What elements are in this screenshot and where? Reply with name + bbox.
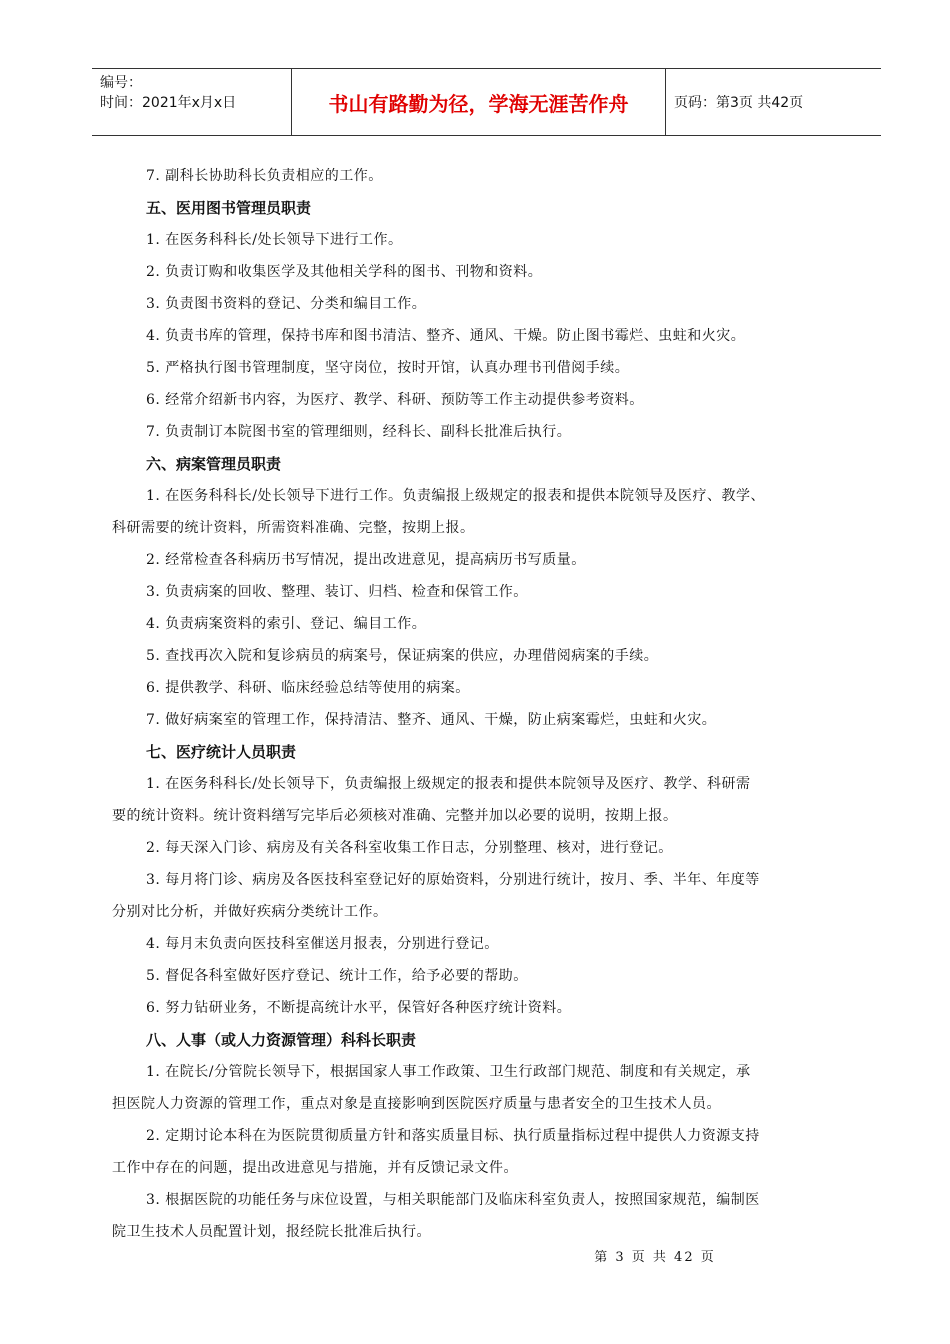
paragraph-line: 3. 每月将门诊、病房及各医技科室登记好的原始资料，分别进行统计，按月、季、半年、年度等 [146,872,760,888]
paragraph-line: 5. 严格执行图书管理制度，坚守岗位，按时开馆，认真办理书刊借阅手续。 [146,360,630,376]
paragraph-continuation: 科研需要的统计资料，所需资料准确、完整，按期上报。 [112,520,475,536]
paragraph-line: 6. 努力钻研业务，不断提高统计水平，保管好各种医疗统计资料。 [146,1000,572,1016]
paragraph-line: 6. 提供教学、科研、临床经验总结等使用的病案。 [146,680,470,696]
paragraph-continuation: 要的统计资料。统计资料缮写完毕后必须核对准确、完整并加以必要的说明，按期上报。 [112,808,678,824]
paragraph-line: 2. 每天深入门诊、病房及有关各科室收集工作日志，分别整理、核对，进行登记。 [146,840,673,856]
paragraph-line: 1. 在医务科科长/处长领导下进行工作。 [146,232,403,248]
paragraph-line: 2. 负责订购和收集医学及其他相关学科的图书、刊物和资料。 [146,264,543,280]
paragraph-line: 5. 查找再次入院和复诊病员的病案号，保证病案的供应，办理借阅病案的手续。 [146,648,659,664]
paragraph-line: 1. 在医务科科长/处长领导下，负责编报上级规定的报表和提供本院领导及医疗、教学、科研需 [146,776,751,792]
page-footer: 第 3 页 共 42 页 [594,1250,716,1265]
section-heading: 五、医用图书管理员职责 [146,199,312,217]
header-page-number: 页码：第3页 共42页 [674,95,804,111]
paragraph-line: 7. 负责制订本院图书室的管理细则，经科长、副科长批准后执行。 [146,424,572,440]
paragraph-line: 3. 根据医院的功能任务与床位设置，与相关职能部门及临床科室负责人，按照国家规范，编制医 [146,1192,760,1208]
header-meta [92,69,292,135]
paragraph-line: 3. 负责病案的回收、整理、装订、归档、检查和保管工作。 [146,584,528,600]
paragraph-line: 4. 每月末负责向医技科室催送月报表，分别进行登记。 [146,936,499,952]
section-heading: 七、医疗统计人员职责 [146,743,297,761]
paragraph-line: 7. 副科长协助科长负责相应的工作。 [146,168,383,184]
paragraph-line: 1. 在医务科科长/处长领导下进行工作。负责编报上级规定的报表和提供本院领导及医疗、教学、 [146,488,766,504]
document-body [112,160,872,1248]
paragraph-line: 7. 做好病案室的管理工作，保持清洁、整齐、通风、干燥，防止病案霉烂，虫蛀和火灾。 [146,712,717,728]
paragraph-continuation: 分别对比分析，并做好疾病分类统计工作。 [112,904,388,920]
paragraph-continuation: 担医院人力资源的管理工作，重点对象是直接影响到医院医疗质量与患者安全的卫生技术人员。 [112,1096,721,1112]
paragraph-continuation: 工作中存在的问题，提出改进意见与措施，并有反馈记录文件。 [112,1160,518,1176]
paragraph-line: 4. 负责病案资料的索引、登记、编目工作。 [146,616,427,632]
paragraph-line: 2. 经常检查各科病历书写情况，提出改进意见，提高病历书写质量。 [146,552,586,568]
header-motto: 书山有路勤为径，学海无涯苦作舟 [292,69,666,135]
document-time-label: 时间：2021年x月x日 [100,95,237,111]
section-heading: 八、人事（或人力资源管理）科科长职责 [146,1031,417,1049]
paragraph-line: 1. 在院长/分管院长领导下，根据国家人事工作政策、卫生行政部门规范、制度和有关规定，承 [146,1064,751,1080]
paragraph-line: 5. 督促各科室做好医疗登记、统计工作，给予必要的帮助。 [146,968,528,984]
section-heading: 六、病案管理员职责 [146,455,282,473]
page-header [92,68,881,136]
document-number-label: 编号： [100,75,142,91]
paragraph-line: 4. 负责书库的管理，保持书库和图书清洁、整齐、通风、干燥。防止图书霉烂、虫蛀和火灾。 [146,328,746,344]
paragraph-continuation: 院卫生技术人员配置计划，报经院长批准后执行。 [112,1224,431,1240]
paragraph-line: 2. 定期讨论本科在为医院贯彻质量方针和落实质量目标、执行质量指标过程中提供人力资源支持 [146,1128,760,1144]
paragraph-line: 3. 负责图书资料的登记、分类和编目工作。 [146,296,427,312]
paragraph-line: 6. 经常介绍新书内容，为医疗、教学、科研、预防等工作主动提供参考资料。 [146,392,644,408]
